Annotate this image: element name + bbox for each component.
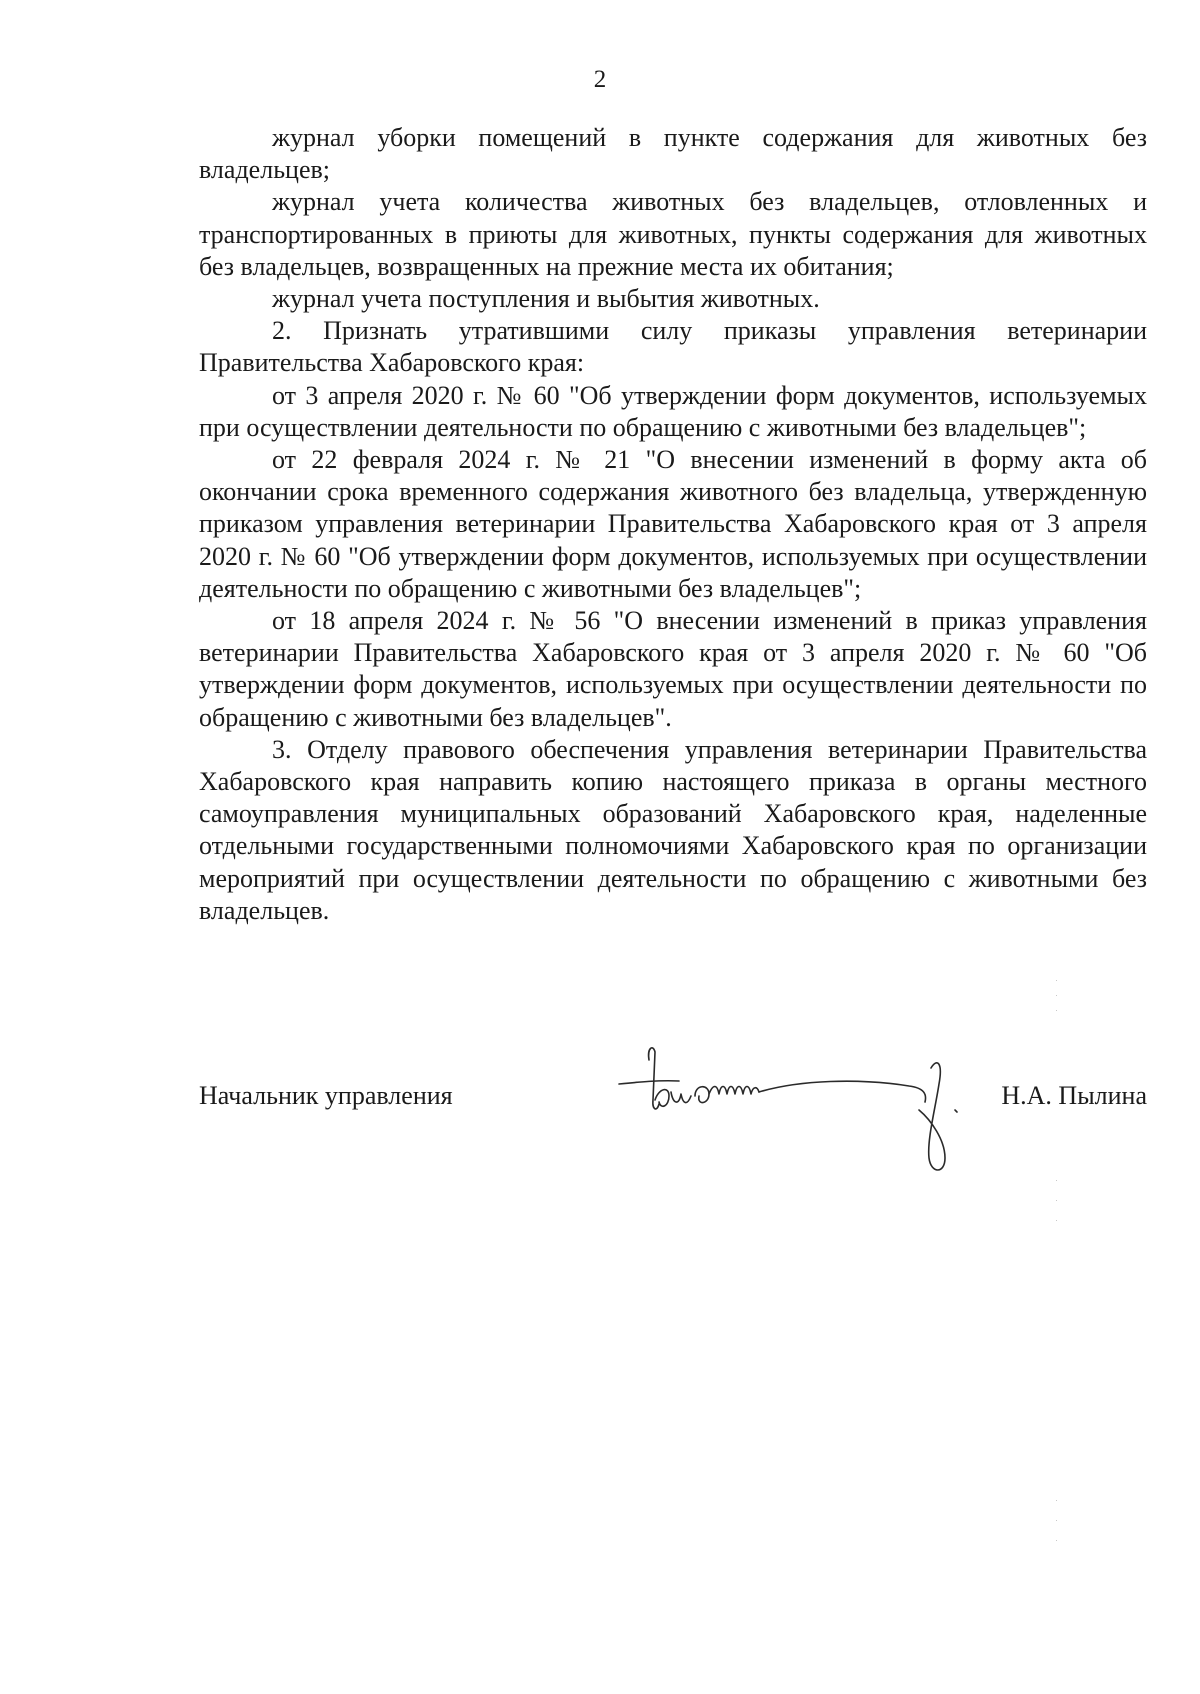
paragraph-order-2024-21: от 22 февраля 2024 г. № 21 "О внесении изменений в форму акта об окончании срока временного содержания животного без владельца, утвержденную приказом управления ветеринарии Правительства Хабаровского края от 3 апреля 2020 г. № 60 "Об утверждении форм документов, используемых при осуществлении деятельности по обращению с животными без владельцев";: [199, 445, 1147, 603]
paragraph-cleaning-log: журнал уборки помещений в пункте содержания для животных без владельцев;: [199, 123, 1147, 185]
page-number: 2: [593, 66, 607, 93]
handwritten-signature: [609, 1040, 989, 1190]
paragraph-order-2024-56: от 18 апреля 2024 г. № 56 "О внесении изменений в приказ управления ветеринарии Правительства Хабаровского края от 3 апреля 2020 г. № 60 "Об утверждении форм документов, используемых при осуществлении деятельности по обращению с животными без владельцев".: [199, 606, 1147, 732]
paragraph-intake-log: журнал учета поступления и выбытия животных.: [272, 284, 820, 314]
signature-block: [199, 1050, 1147, 1210]
paragraph-item-3: 3. Отделу правового обеспечения управления ветеринарии Правительства Хабаровского края направить копию настоящего приказа в органы местного самоуправления муниципальных образований Хабаровского края, наделенные отдельными государственными полномочиями Хабаровского края по организации мероприятий при осуществлении деятельности по обращению с животными без владельцев.: [199, 734, 1147, 925]
paragraph-item-2: 2. Признать утратившими силу приказы управления ветеринарии Правительства Хабаровского края:: [199, 316, 1147, 378]
signatory-name: Н.А. Пылина: [1001, 1081, 1147, 1110]
paragraph-count-log: журнал учета количества животных без владельцев, отловленных и транспортированных в приюты для животных, пункты содержания для животных без владельцев, возвращенных на прежние места их обитания;: [199, 187, 1147, 281]
scan-artifact-dots: [1054, 80, 1060, 1580]
document-body: [199, 122, 1147, 927]
signatory-position: Начальник управления: [199, 1081, 453, 1110]
paragraph-order-2020-60: от 3 апреля 2020 г. № 60 "Об утверждении форм документов, используемых при осуществлении деятельности по обращению с животными без владельцев";: [199, 380, 1147, 442]
